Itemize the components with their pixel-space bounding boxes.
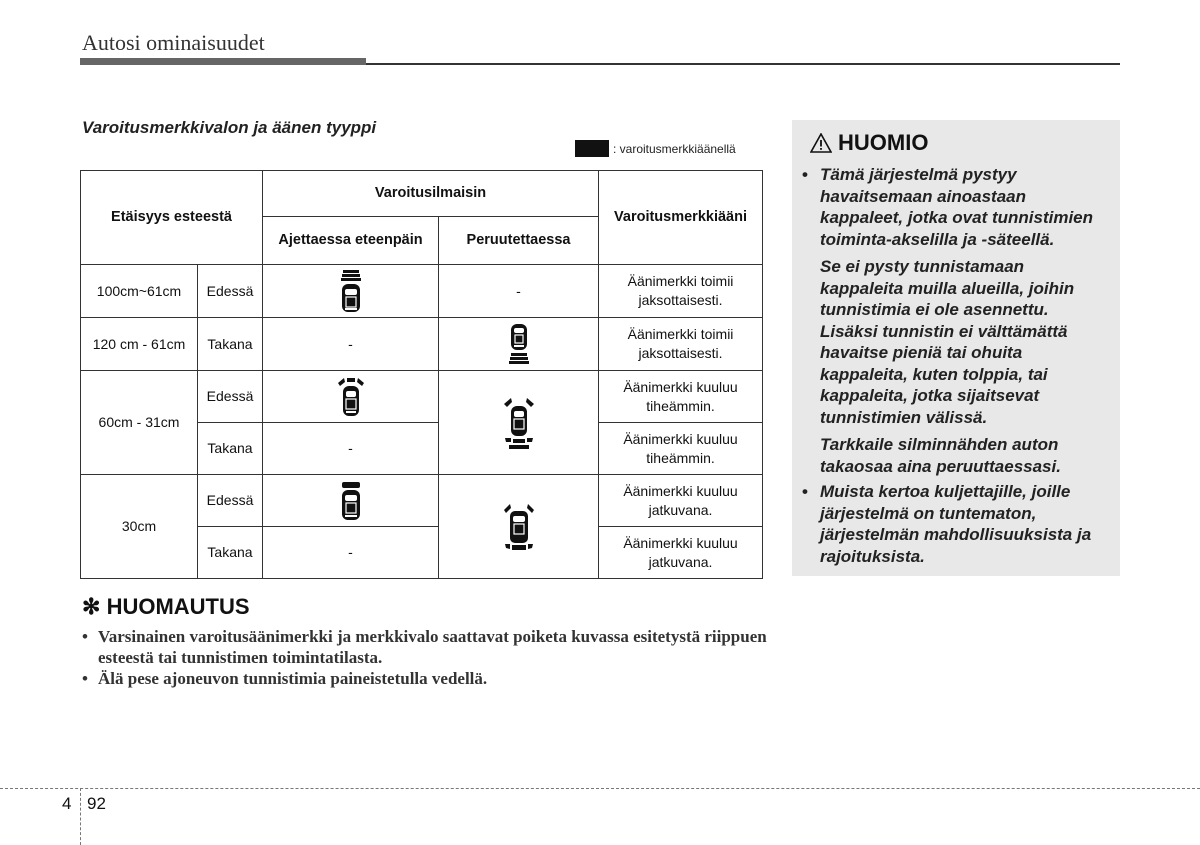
row4-forward: - (263, 423, 439, 475)
warning-triangle-icon (810, 133, 832, 153)
warning-table (80, 170, 763, 579)
caution-item (802, 434, 1110, 477)
note-text: Älä pese ajoneuvon tunnistimia paineistetulla vedellä. (98, 669, 488, 688)
caution-text: Tämä järjestelmä pystyy havaitsemaan ainoastaan kappaleet, jotka ovat tunnistimien toiminta-akselilla ja -säteellä. (820, 165, 1094, 249)
header-accent-bar (80, 58, 366, 65)
caution-item: • Tämä järjestelmä pystyy havaitsemaan ainoastaan kappaleet, jotka ovat tunnistimien toiminta-akselilla ja -säteellä. (802, 165, 1094, 249)
section-title: Varoitusmerkkivalon ja äänen tyyppi (82, 118, 377, 137)
row5-forward (263, 475, 439, 527)
row4-sound: Äänimerkki kuuluu tiheämmin. (599, 423, 763, 475)
row3-side: Edessä (198, 371, 263, 423)
row2-forward: - (263, 318, 439, 371)
row3-reverse (439, 371, 599, 475)
note-text: Varsinainen varoitusäänimerkki ja merkkivalo saattavat poiketa kuvassa esitetystä riippuen esteestä tai tunnistimen toimintatilasta. (98, 627, 767, 667)
caution-title: HUOMIO (838, 130, 929, 155)
row2-side: Takana (198, 318, 263, 371)
footer-rule (0, 788, 1200, 789)
row5-reverse (439, 475, 599, 579)
row2-distance: 120 cm - 61cm (81, 318, 198, 371)
caution-list (802, 164, 1110, 567)
note-list (82, 626, 772, 689)
note-item: • Älä pese ajoneuvon tunnistimia paineistetulla vedellä. (82, 669, 488, 688)
row4-side: Takana (198, 423, 263, 475)
row5-side: Edessä (198, 475, 263, 527)
legend-swatch (575, 140, 609, 157)
row6-forward: - (263, 527, 439, 579)
row1-forward (263, 265, 439, 318)
row6-sound: Äänimerkki kuuluu jatkuvana. (599, 527, 763, 579)
legend (575, 140, 736, 157)
note-heading (82, 594, 250, 620)
car-all-sensors-icon (499, 394, 539, 452)
row2-sound: Äänimerkki toimii jaksottaisesti. (599, 318, 763, 371)
caution-text: Tarkkaile silminnähden auton takaosaa aina peruuttaessasi. (820, 435, 1061, 476)
car-front-corners-icon (334, 376, 368, 418)
caution-item (802, 256, 1110, 428)
caution-item: • Muista kertoa kuljettajille, joille järjestelmä on tuntematon, järjestelmän mahdollisuuksista ja rajoituksista. (802, 482, 1092, 566)
header-reverse: Peruutettaessa (439, 217, 599, 265)
row3-sound: Äänimerkki kuuluu tiheämmin. (599, 371, 763, 423)
note-title: HUOMAUTUS (106, 594, 250, 619)
caution-text: Se ei pysty tunnistamaan kappaleita muilla alueilla, joihin tunnistimia ei ole asennettu. Lisäksi tunnistin ei välttämättä havaitse pieniä tai ohuita kappaleita, kuten tolppia, tai kappaleita, jotka sijaitsevat tunnistimien välissä. (820, 257, 1075, 427)
row2-reverse (439, 318, 599, 371)
chapter-number: 4 (62, 794, 72, 813)
header-rule (366, 63, 1120, 65)
caution-heading (810, 130, 928, 156)
footer-divider (80, 788, 81, 845)
header-forward: Ajettaessa eteenpäin (263, 217, 439, 265)
car-front-sensor-icon (336, 268, 366, 314)
legend-label: : varoitusmerkkiäänellä (613, 141, 736, 156)
row3-distance: 60cm - 31cm (81, 371, 198, 475)
note-item: • Varsinainen varoitusäänimerkki ja merkkivalo saattavat poiketa kuvassa esitetystä riippuen esteestä tai tunnistimen toimintatilasta. (82, 627, 767, 667)
car-all-sensors-full-icon (499, 501, 539, 553)
row3-forward (263, 371, 439, 423)
header-lamp: Varoitusilmaisin (263, 171, 599, 217)
row6-side: Takana (198, 527, 263, 579)
row1-side: Edessä (198, 265, 263, 318)
row5-sound: Äänimerkki kuuluu jatkuvana. (599, 475, 763, 527)
caution-text: Muista kertoa kuljettajille, joille järjestelmä on tuntematon, järjestelmän mahdollisuuksista ja rajoituksista. (820, 482, 1092, 566)
caution-box (792, 120, 1120, 576)
row5-distance: 30cm (81, 475, 198, 579)
header-sound: Varoitusmerkkiääni (599, 171, 763, 265)
row1-sound: Äänimerkki toimii jaksottaisesti. (599, 265, 763, 318)
car-full-front-icon (336, 480, 366, 522)
header-distance: Etäisyys esteestä (81, 171, 263, 265)
note-symbol: ✻ (82, 594, 101, 619)
car-rear-sensor-icon (504, 322, 534, 366)
page-header-title: Autosi ominaisuudet (82, 30, 265, 55)
row1-reverse: - (439, 265, 599, 318)
row1-distance: 100cm~61cm (81, 265, 198, 318)
page-number: 92 (87, 794, 106, 813)
